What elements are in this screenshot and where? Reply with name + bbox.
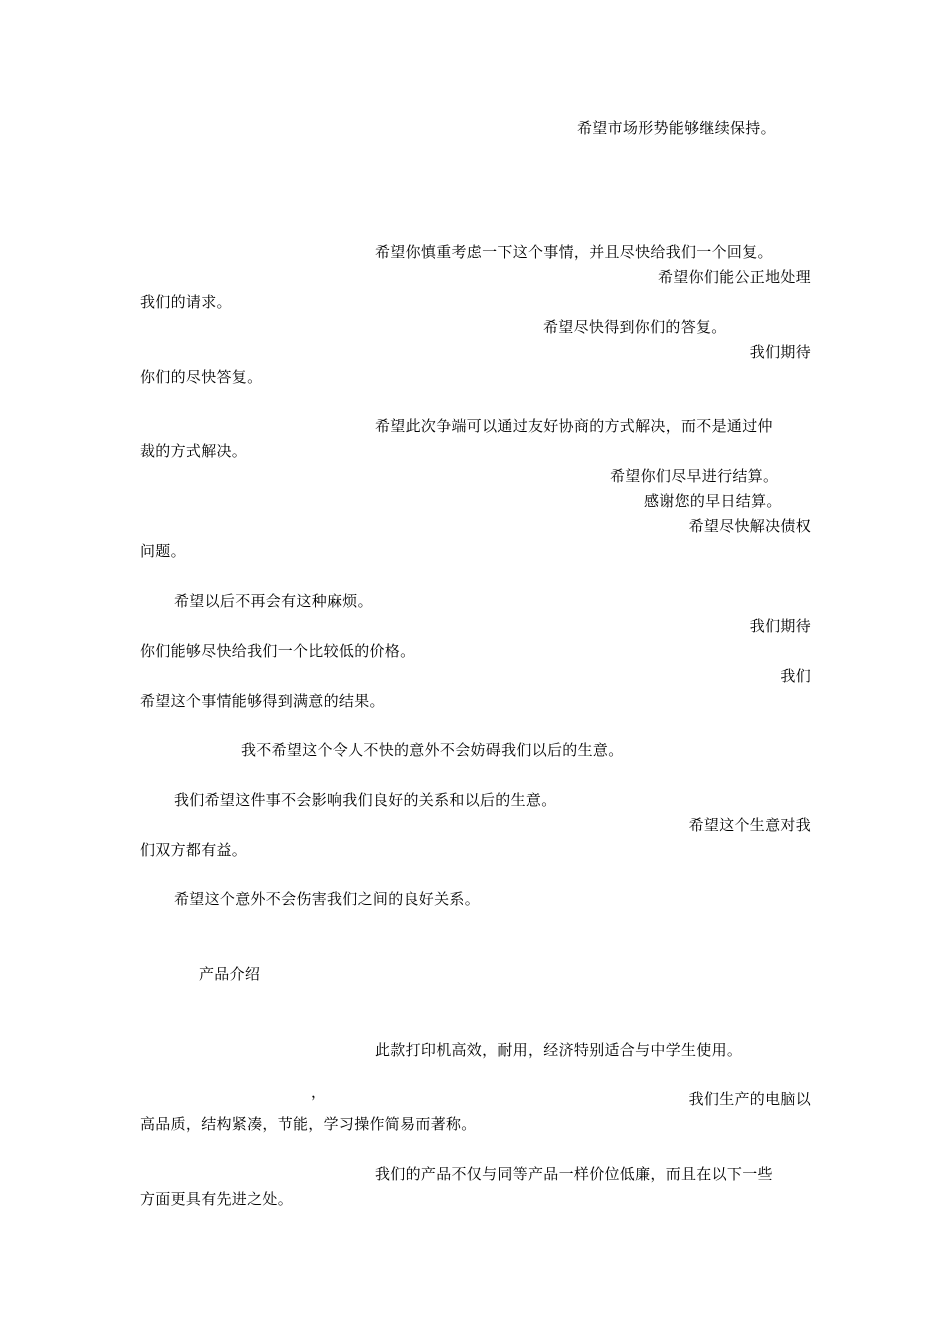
text-line: 我们生产的电脑以 [688, 1090, 811, 1108]
text-line: 感谢您的早日结算。 [644, 492, 782, 510]
text-line: 们双方都有益。 [140, 841, 248, 859]
text-line: 你们的尽快答复。 [140, 368, 263, 386]
text-line: 问题。 [140, 542, 186, 560]
section-heading: 产品介绍 [199, 965, 261, 983]
text-line: 方面更具有先进之处。 [140, 1190, 294, 1208]
text-line: 希望尽快解决债权 [688, 517, 811, 535]
text-line: 高品质，结构紧凑，节能，学习操作简易而著称。 [140, 1115, 477, 1133]
text-line: 希望以后不再会有这种麻烦。 [174, 592, 373, 610]
text-line: 我不希望这个令人不快的意外不会妨碍我们以后的生意。 [241, 741, 624, 759]
text-line: 此款打印机高效，耐用，经济特别适合与中学生使用。 [375, 1041, 743, 1059]
text-line: 我们希望这件事不会影响我们良好的关系和以后的生意。 [174, 791, 557, 809]
text-line: 希望市场形势能够继续保持。 [577, 119, 776, 137]
text-line: 我们期待 [749, 343, 811, 361]
text-line: 希望你慎重考虑一下这个事情，并且尽快给我们一个回复。 [375, 243, 773, 261]
stray-comma: ， [311, 1083, 327, 1101]
text-line: 我们期待 [749, 617, 811, 635]
text-line: 希望尽快得到你们的答复。 [543, 318, 727, 336]
text-line: 我们的产品不仅与同等产品一样价位低廉，而且在以下一些 [375, 1165, 773, 1183]
text-line: 裁的方式解决。 [140, 442, 248, 460]
text-line: 希望这个意外不会伤害我们之间的良好关系。 [174, 890, 481, 908]
text-line: 希望这个生意对我 [688, 816, 811, 834]
text-line: 希望你们尽早进行结算。 [610, 467, 779, 485]
text-line: 希望你们能公正地处理 [657, 268, 811, 286]
text-line: 你们能够尽快给我们一个比较低的价格。 [140, 642, 416, 660]
text-line: 希望此次争端可以通过友好协商的方式解决，而不是通过仲 [375, 417, 773, 435]
text-line: 我们的请求。 [140, 293, 232, 311]
text-line: 我们 [780, 667, 811, 685]
text-line: 希望这个事情能够得到满意的结果。 [140, 692, 385, 710]
